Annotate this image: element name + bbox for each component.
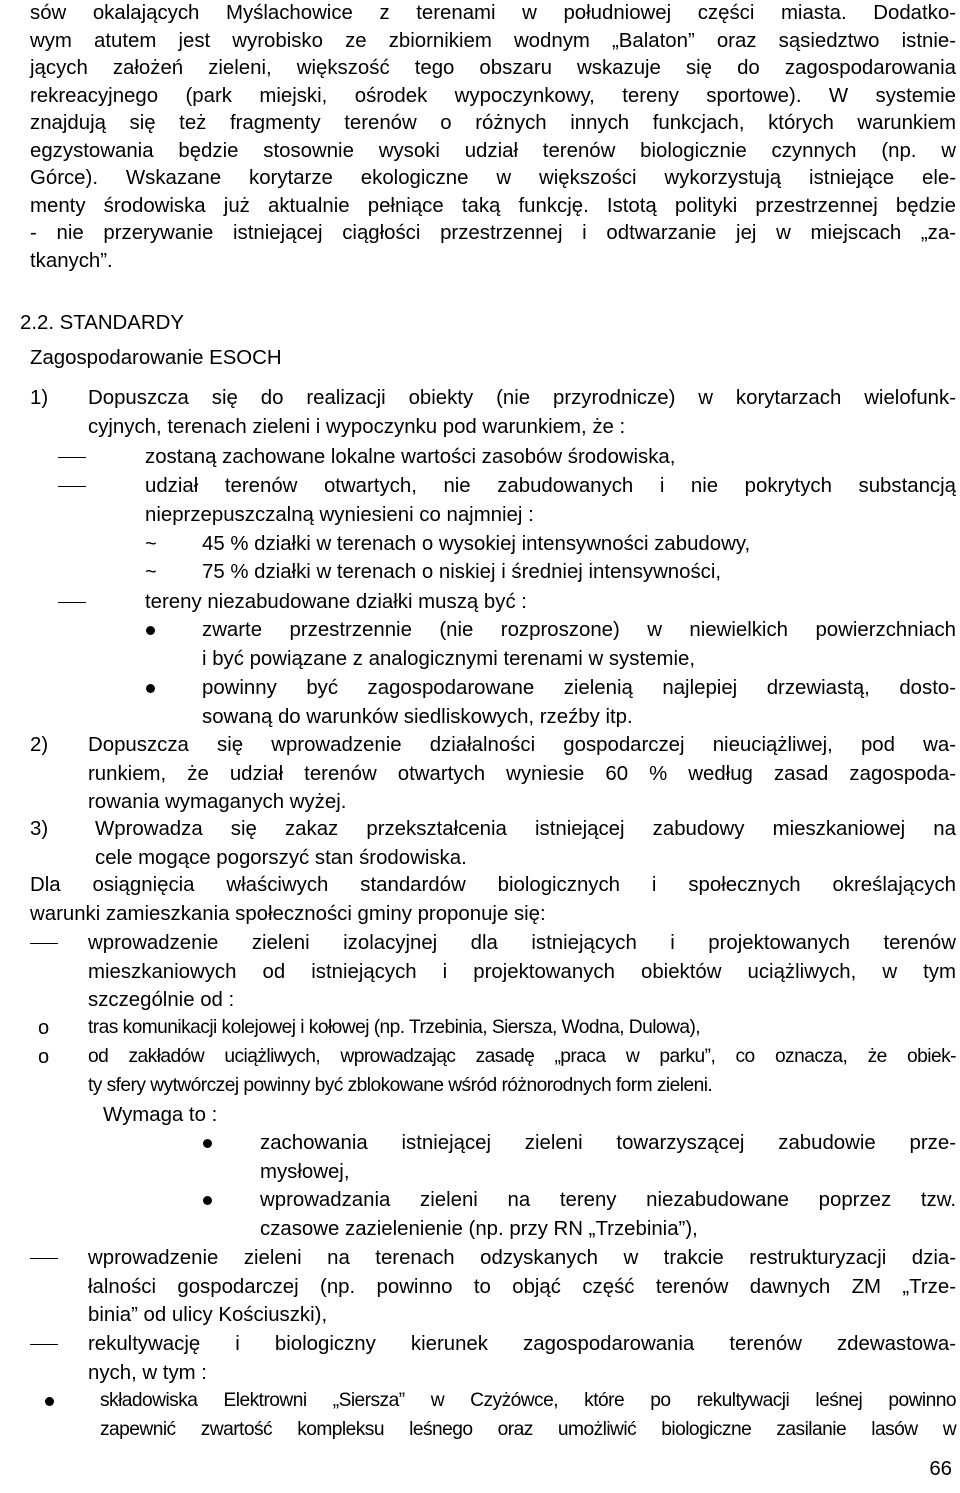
text-line: sów okalających Myślachowice z terenami w południowej części miasta. Dodatko- xyxy=(30,2,956,24)
text-line: warunki zamieszkania społeczności gminy proponuje się: xyxy=(30,902,546,925)
item-2-text xyxy=(88,731,956,817)
item-number: 3) xyxy=(30,818,49,840)
text-line: tkanych”. xyxy=(30,249,113,272)
text-line: zapewnić zwartość kompleksu leśnego oraz umożliwić biologiczne zasilanie lasów w xyxy=(100,1418,956,1440)
text-line: runkiem, że udział terenów otwartych wyniesie 60 % według zasad zagospoda- xyxy=(88,762,956,785)
list-item: tras komunikacji kolejowej i kołowej (np. Trzebinia, Siersza, Wodna, Dulowa), xyxy=(88,1017,701,1038)
text-line: powinny być zagospodarowane zielenią najlepiej drzewiastą, dosto- xyxy=(202,677,956,699)
section-heading: 2.2. STANDARDY xyxy=(20,312,184,334)
text-line: jących założeń zieleni, większość tego obszaru wskazuje się do zagospodarowania xyxy=(30,57,956,79)
list-item: tereny niezabudowane działki muszą być : xyxy=(145,591,527,613)
text-line: Wprowadza się zakaz przekształcenia istniejącej zabudowy mieszkaniowej na xyxy=(95,818,956,840)
text-line: wprowadzenie zieleni na terenach odzyskanych w trakcie restrukturyzacji dzia- xyxy=(88,1247,956,1269)
subheading: Zagospodarowanie ESOCH xyxy=(30,347,282,369)
dash-marker xyxy=(30,1258,58,1259)
text-line: rowania wymaganych wyżej. xyxy=(88,791,347,814)
list-item xyxy=(88,1043,956,1100)
text-line: rekreacyjnego (park miejski, ośrodek wypoczynkowy, tereny sportowe). W systemie xyxy=(30,84,956,107)
text-line: nieprzepuszczalną wyniesieni co najmniej : xyxy=(145,503,534,526)
text-line: wprowadzania zieleni na tereny niezabudowane poprzez tzw. xyxy=(260,1189,956,1211)
list-item: zostaną zachowane lokalne wartości zasobów środowiska, xyxy=(145,446,676,468)
text-line: szczególnie od : xyxy=(88,989,235,1012)
text-line: menty środowiska już aktualnie pełniące taką funkcję. Istotą polityki przestrzennej będzie xyxy=(30,194,956,217)
text-line: Dla osiągnięcia właściwych standardów biologicznych i społecznych określających xyxy=(30,874,956,896)
item-3-text xyxy=(95,815,956,872)
bullet-marker xyxy=(146,626,155,635)
text-line: wym atutem jest wyrobisko ze zbiornikiem wodnym „Balaton” oraz sąsiedztwo istnie- xyxy=(30,29,956,52)
document-page xyxy=(20,0,956,1493)
text-line: cyjnych, terenach zieleni i wypoczynku pod warunkiem, że : xyxy=(88,415,626,438)
circle-marker: o xyxy=(38,1017,50,1039)
dash-marker xyxy=(58,602,86,603)
tilde-marker: ~ xyxy=(145,561,157,583)
text-line: czasowe zazielenienie (np. przy RN „Trzebinia”), xyxy=(260,1217,698,1240)
text-line: składowiska Elektrowni „Siersza” w Czyżówce, które po rekultywacji leśnej powinno xyxy=(100,1390,956,1411)
list-item xyxy=(145,472,956,529)
text-line: od zakładów uciążliwych, wprowadzając zasadę „praca w parku”, co oznacza, że obiek- xyxy=(88,1046,956,1067)
tilde-marker: ~ xyxy=(145,533,157,555)
list-item xyxy=(260,1129,956,1186)
text-line: binia” od ulicy Kościuszki), xyxy=(88,1304,328,1327)
text-line: mieszkaniowych od istniejących i projektowanych obiektów uciążliwych, w tym xyxy=(88,960,956,983)
list-item xyxy=(88,929,956,1015)
list-item: 75 % działki w terenach o niskiej i średniej intensywności, xyxy=(202,561,722,583)
list-item xyxy=(88,1244,956,1330)
text-line: Górce). Wskazane korytarze ekologiczne w większości wykorzystują istniejące ele- xyxy=(30,167,956,189)
text-line: zwarte przestrzennie (nie rozproszone) w niewielkich powierzchniach xyxy=(202,619,956,641)
paragraph xyxy=(30,871,956,928)
text-line: nych, w tym : xyxy=(88,1361,207,1384)
text-line: wprowadzenie zieleni izolacyjnej dla istniejących i projektowanych terenów xyxy=(88,932,956,954)
text-line: - nie przerywanie istniejącej ciągłości przestrzennej i odtwarzanie jej w miejscach „za- xyxy=(30,222,956,244)
dash-marker xyxy=(30,1344,58,1345)
bullet-marker xyxy=(203,1196,212,1205)
intro-paragraph xyxy=(30,0,956,275)
list-item xyxy=(202,616,956,673)
text-line: Dopuszcza się wprowadzenie działalności gospodarczej nieuciążliwej, pod wa- xyxy=(88,734,956,756)
list-item xyxy=(260,1186,956,1243)
requirement-label: Wymaga to : xyxy=(103,1104,218,1126)
text-line: zachowania istniejącej zieleni towarzyszącej zabudowie prze- xyxy=(260,1132,956,1154)
text-line: sowaną do warunków siedliskowych, rzeźby itp. xyxy=(202,705,633,728)
bullet-marker xyxy=(45,1397,54,1406)
text-line: ty sfery wytwórczej powinny być zblokowane wśród różnorodnych form zieleni. xyxy=(88,1074,713,1096)
text-line: udział terenów otwartych, nie zabudowanych i nie pokrytych substancją xyxy=(145,475,956,497)
bullet-marker xyxy=(203,1139,212,1148)
text-line: Dopuszcza się do realizacji obiekty (nie przyrodnicze) w korytarzach wielofunk- xyxy=(88,387,956,409)
item-number: 1) xyxy=(30,387,49,409)
list-item xyxy=(202,674,956,731)
text-line: cele mogące pogorszyć stan środowiska. xyxy=(95,846,467,869)
bullet-marker xyxy=(146,684,155,693)
list-item xyxy=(100,1387,956,1444)
item-1-text xyxy=(88,384,956,441)
text-line: łalności gospodarczej (np. powinno to objąć część terenów dawnych ZM „Trze- xyxy=(88,1275,956,1298)
dash-marker xyxy=(58,457,86,458)
list-item xyxy=(88,1330,956,1387)
circle-marker: o xyxy=(38,1046,50,1068)
page-number: 66 xyxy=(929,1458,952,1480)
text-line: i być powiązane z analogicznymi terenami w systemie, xyxy=(202,647,695,670)
list-item: 45 % działki w terenach o wysokiej intensywności zabudowy, xyxy=(202,533,751,555)
dash-marker xyxy=(58,486,86,487)
dash-marker xyxy=(30,943,58,944)
item-number: 2) xyxy=(30,734,49,756)
text-line: mysłowej, xyxy=(260,1160,350,1183)
text-line: egzystowania będzie stosownie wysoki udział terenów biologicznie czynnych (np. w xyxy=(30,139,956,162)
text-line: znajdują się też fragmenty terenów o różnych innych funkcjach, których warunkiem xyxy=(30,112,956,134)
text-line: rekultywację i biologiczny kierunek zagospodarowania terenów zdewastowa- xyxy=(88,1333,956,1355)
